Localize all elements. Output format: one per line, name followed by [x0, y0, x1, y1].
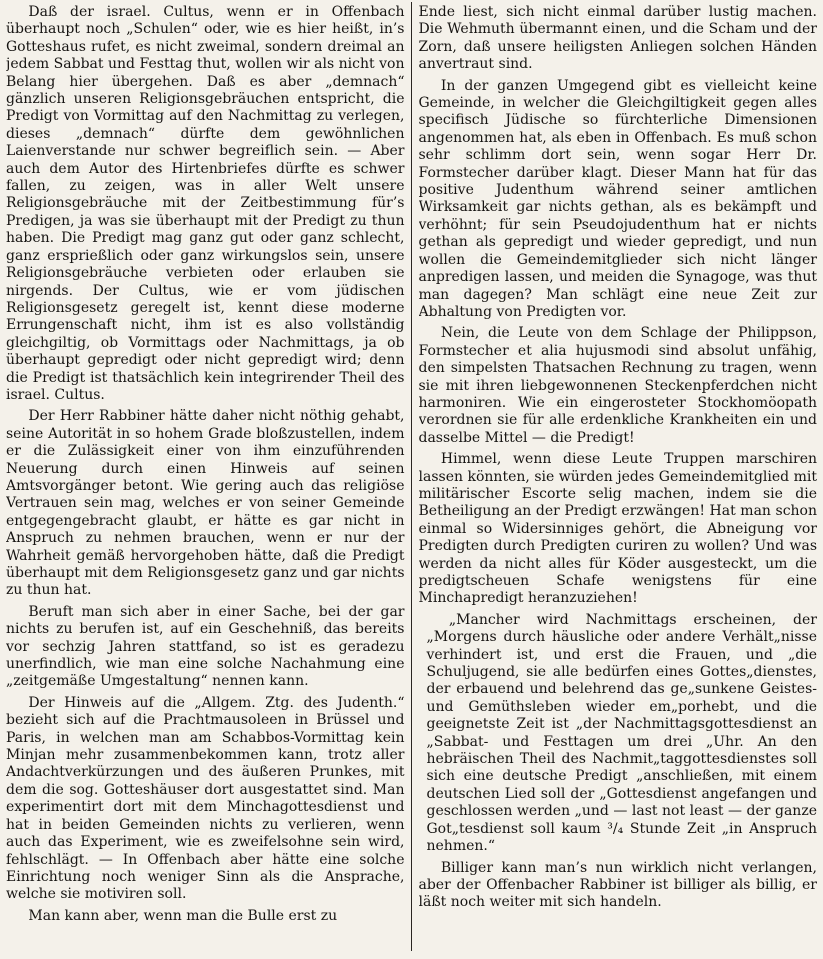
left-column — [6, 4, 405, 959]
paragraph-umgegend: In der ganzen Umgegend gibt es vielleicht keine Gemeinde, in welcher die Gleichgiltigkeit gegen alles specifisch Jüdische so fürchterliche Dimensionen angenommen hat, als eben in Offenbach. Es muß schon sehr schlimm dort sein, wenn sogar Herr Dr. Formstecher darüber klagt. Dieser Mann hat für das positive Judenthum während seiner amtlichen Wirksamkeit gar nichts gethan, als es bekämpft und verhöhnt; für sein Pseudojudenthum hat er nichts gethan als gepredigt und wieder gepredigt, und nun wollen die Gemeindemitglieder sich nicht länger anpredigen lassen, und meiden die Synagoge, was thut man dagegen? Man schlägt eine neue Zeit zur Abhaltung von Predigten vor. — [418, 77, 817, 320]
paragraph-nein: Nein, die Leute von dem Schlage der Philippson, Formstecher et alia hujusmodi sind absolut unfähig, den simpelsten Thatsachen Rechnung zu tragen, wenn sie mit ihren liebgewonnenen Steckenpferdchen nicht harmoniren. Wie ein eingerosteter Stockhomöopath verordnen sie für alle erdenkliche Krankheiten ein und dasselbe Mittel — die Predigt! — [418, 325, 817, 446]
paragraph-quotation: „Mancher wird Nachmittags erscheinen, der „Morgens durch häusliche oder andere Verhält„nisse verhindert ist, und erst die Frauen, und „die Schuljugend, sie alle bedürfen eines Gottes„dienstes, der erbauend und belehrend das ge„sunkene Geistes- und Gemüthsleben wieder em„porhebt, und die geeignetste Zeit ist „der Nachmittagsgottesdienst an „Sabbat- und Festtagen um drei „Uhr. An den hebräischen Theil des Nachmit„taggottesdienstes soll sich eine deutsche Predigt „anschließen, mit einem deutschen Lied soll der „Gottesdienst angefangen und geschlossen werden „und — last not least — der ganze Got„tesdienst soll kaum ³/₄ Stunde Zeit „in Anspruch nehmen.“ — [426, 611, 817, 855]
paragraph-continued: Ende liest, sich nicht einmal darüber lustig machen. Die Wehmuth übermannt einen, und die Scham und der Zorn, daß unsere heiligsten Anliegen solchen Händen anvertraut sind. — [418, 4, 817, 73]
quotation-block — [419, 612, 818, 856]
column-rule — [411, 2, 412, 951]
paragraph-bulle: Man kann aber, wenn man die Bulle erst zu — [28, 907, 338, 924]
paragraph-himmel: Himmel, wenn diese Leute Truppen marschiren lassen könnten, sie würden jedes Gemeindemitglied mit militärischer Escorte selig machen, indem sie die Betheiligung an der Predigt erzwängen! Hat man schon einmal so Widersinniges gehört, die Abneigung vor Predigten durch Predigten curiren zu wollen? Und was werden da nicht alles für Köder ausgesteckt, um die predigtscheuen Schafe wenigstens für eine Minchapredigt heranzuziehen! — [418, 451, 817, 607]
paragraph-rabbiner: Der Herr Rabbiner hätte daher nicht nöthig gehabt, seine Autorität in so hohem Grade bloßzustellen, indem er die Zulässigkeit einer von ihm einzuführenden Neuerung durch einen Hinweis auf seinen Amtsvorgänger betont. Wie gering auch das religiöse Vertrauen sein mag, welches er von seiner Gemeinde entgegengebracht glaubt, er hätte es gar nicht in Anspruch zu nehmen brauchen, wenn er nur der Wahrheit gemäß hervorgehoben hätte, daß die Predigt überhaupt mit dem Religionsgesetz ganz und gar nichts zu thun hat. — [6, 408, 405, 599]
paragraph-beruft: Beruft man sich aber in einer Sache, bei der gar nichts zu berufen ist, auf ein Geschehniß, das bereits vor sechzig Jahren stattfand, so ist es geradezu unerfindlich, wie man eine solche Nachahmung eine „zeitgemäße Umgestaltung“ nennen kann. — [6, 603, 405, 690]
right-column — [419, 4, 818, 959]
paragraph-hinweis: Der Hinweis auf die „Allgem. Ztg. des Judenth.“ bezieht sich auf die Prachtmausoleen in Brüssel und Paris, in welchen man am Schabbos-Vormittag kein Minjan mehr zusammenbekommen kann, trotz aller Andachtverkürzungen und des äußeren Prunkes, mit dem die sog. Gotteshäuser dort ausgestattet sind. Man experimentirt dort mit dem Minchagottesdienst und hat in beiden Gemeinden nichts zu verlieren, wenn auch das Experiment, wie es zweifelsohne sein wird, fehlschlägt. — In Offenbach aber hätte eine solche Einrichtung noch weniger Sinn als die Ansprache, welche sie motiviren soll. — [6, 694, 405, 903]
paragraph-cultus: Daß der israel. Cultus, wenn er in Offenbach überhaupt noch „Schulen“ oder, wie es hier heißt, in’s Gotteshaus rufet, es nicht zweimal, sondern dreimal an jedem Sabbat und Festtag thut, wollen wir als nicht von Belang hier übergehen. Daß es aber „demnach“ gänzlich unseren Religionsgebräuchen entspricht, die Predigt von Vormittag auf den Nachmittag zu verlegen, dieses „demnach“ dürfte dem gewöhnlichen Laienverstande nur schwer begreiflich sein. — Aber auch dem Autor des Hirtenbriefes dürfte es schwer fallen, zu zeigen, was in aller Welt unsere Religionsgebräuche mit der Zeitbestimmung für’s Predigen, ja was sie überhaupt mit der Predigt zu thun haben. Die Predigt mag ganz gut oder ganz schlecht, ganz ersprießlich oder ganz wirkungslos sein, unsere Religionsgebräuche verbieten oder erlauben sie nirgends. Der Cultus, wie er vom jüdischen Religionsgesetz geregelt ist, kennt diese moderne Errungenschaft nicht, ihm ist es also vollständig gleichgiltig, ob Vormittags oder Nachmittags, ja ob überhaupt gepredigt oder nicht gepredigt wird; denn die Predigt ist thatsächlich kein integrirender Theil des israel. Cultus. — [6, 4, 405, 403]
paragraph-billiger: Billiger kann man’s nun wirklich nicht verlangen, aber der Offenbacher Rabbiner ist billiger als billig, er läßt noch weiter mit sich handeln. — [418, 859, 817, 911]
